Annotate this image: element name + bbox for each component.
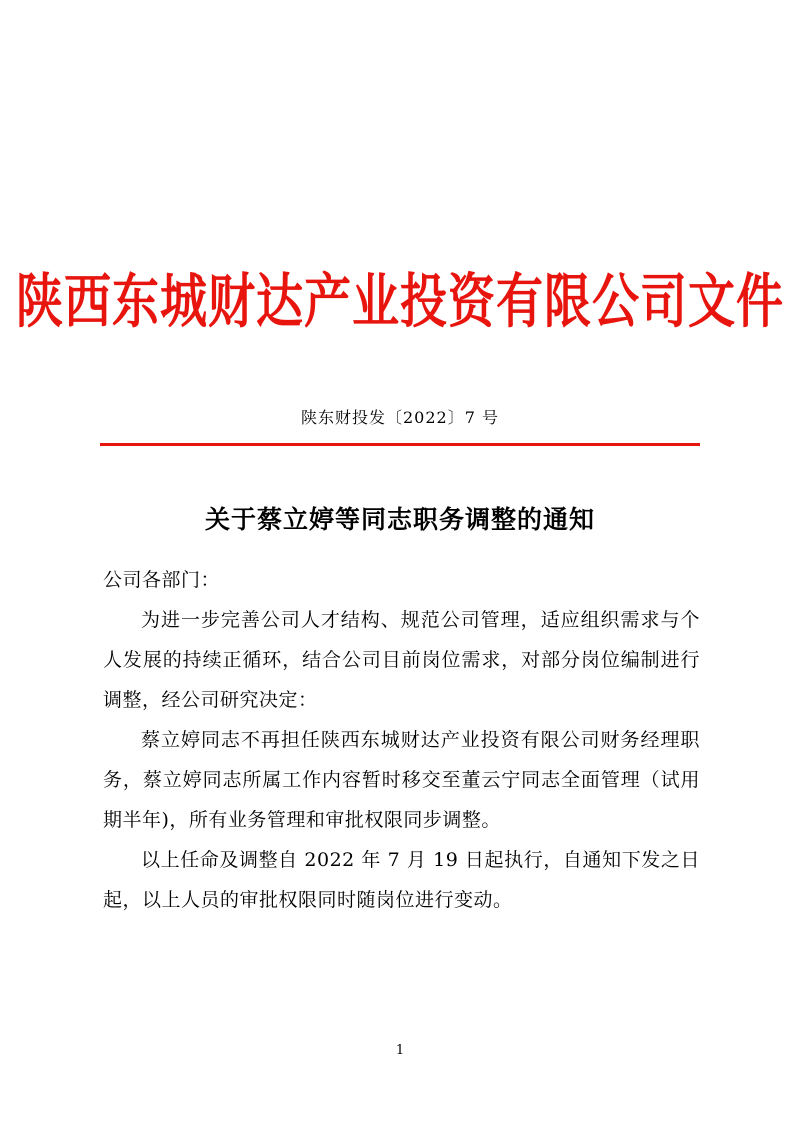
page-title: 关于蔡立婷等同志职务调整的通知: [204, 505, 595, 534]
red-horizontal-rule: [100, 443, 700, 446]
body-paragraph: 蔡立婷同志不再担任陕西东城财达产业投资有限公司财务经理职务，蔡立婷同志所属工作内容暂时移交至董云宁同志全面管理（试用期半年)，所有业务管理和审批权限同步调整。: [103, 729, 700, 831]
letterhead: [0, 267, 800, 337]
salutation: 公司各部门：: [103, 569, 221, 591]
document-number: 陕东财投发〔2022〕7 号: [301, 408, 499, 427]
page-number: 1: [395, 1043, 405, 1058]
letterhead-organization-title: 陕西东城财达产业投资有限公司文件: [16, 267, 784, 337]
body-paragraph: 以上任命及调整自 2022 年 7 月 19 日起执行，自通知下发之日起，以上人员的审批权限同时随岗位进行变动。: [103, 849, 700, 911]
document-body: [103, 560, 700, 920]
body-paragraph: 为进一步完善公司人才结构、规范公司管理，适应组织需求与个人发展的持续正循环，结合公司目前岗位需求，对部分岗位编制进行调整，经公司研究决定：: [103, 609, 700, 711]
